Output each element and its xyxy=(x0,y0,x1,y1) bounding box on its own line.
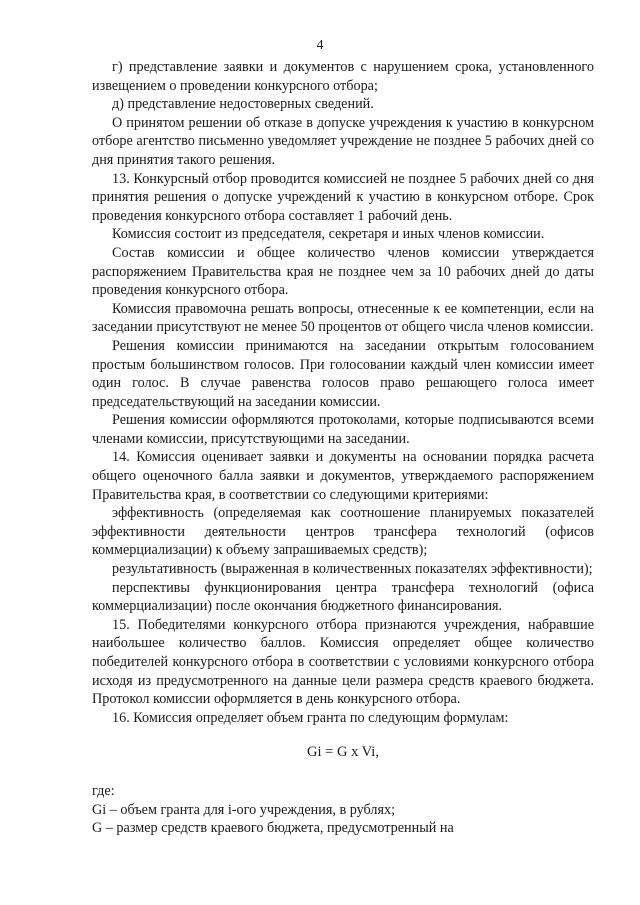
paragraph: г) представление заявки и документов с нарушением срока, установленного извещением о проведении конкурсного отбора; xyxy=(92,59,594,94)
paragraph: 15. Победителями конкурсного отбора признаются учреждения, набравшие наибольшее количество баллов. Комиссия определяет общее количество победителей конкурсного отбора в соответствии с условиями конкурсного отбора исходя из предусмотренного на данные цели размера средств краевого бюджета. Протокол комиссии оформляется в день конкурсного отбора. xyxy=(92,616,594,708)
paragraph: 16. Комиссия определяет объем гранта по следующим формулам: xyxy=(112,709,509,726)
criteria-item: перспективы функционирования центра трансфера технологий (офиса коммерциализации) после окончания бюджетного финансирования. xyxy=(92,579,594,615)
paragraph: Решения комиссии принимаются на заседании открытым голосованием простым большинством голосов. При голосовании каждый член комиссии имеет один голос. В случае равенства голосов право решающего голоса имеет председательствующий на заседании комиссии. xyxy=(92,337,594,410)
paragraph: Состав комиссии и общее количество членов комиссии утверждается распоряжением Правительства края не позднее чем за 10 рабочих дней до даты проведения конкурсного отбора. xyxy=(92,244,594,299)
paragraph: О принятом решении об отказе в допуске учреждения к участию в конкурсном отборе агентство письменно уведомляет учреждение не позднее 5 рабочих дней со дня принятия такого решения. xyxy=(92,114,594,168)
criteria-item: эффективность (определяемая как соотношение планируемых показателей эффективности деятельности центров трансфера технологий (офисов коммерциализации) к объему запрашиваемых средств); xyxy=(92,505,594,559)
grant-formula: Gi = G x Vi, xyxy=(307,744,379,761)
paragraph: д) представление недостоверных сведений. xyxy=(112,96,374,113)
paragraph: 14. Комиссия оценивает заявки и документы на основании порядка расчета общего оценочного балла заявки и документов, утверждаемого распоряжением Правительства края, в соответствии со следующими критериями: xyxy=(92,449,594,503)
paragraph: Решения комиссии оформляются протоколами, которые подписываются всеми членами комиссии, присутствующими на заседании. xyxy=(92,412,594,447)
definition-item: Gi – объем гранта для i-ого учреждения, в рублях; xyxy=(92,801,396,818)
paragraph: 13. Конкурсный отбор проводится комиссией не позднее 5 рабочих дней со дня принятия решения о допуске учреждений к участию в конкурсном отборе. Срок проведения конкурсного отбора составляет 1 рабочий день. xyxy=(92,170,594,224)
definition-item: G – размер средств краевого бюджета, предусмотренный на xyxy=(92,820,454,837)
page-number: 4 xyxy=(316,38,324,53)
paragraph: Комиссия правомочна решать вопросы, отнесенные к ее компетенции, если на заседании присутствуют не менее 50 процентов от общего числа членов комиссии. xyxy=(92,300,594,336)
paragraph: Комиссия состоит из председателя, секретаря и иных членов комиссии. xyxy=(112,226,545,243)
criteria-item: результативность (выраженная в количественных показателях эффективности); xyxy=(112,561,593,578)
document-body xyxy=(92,58,594,838)
where-label: где: xyxy=(92,782,115,799)
